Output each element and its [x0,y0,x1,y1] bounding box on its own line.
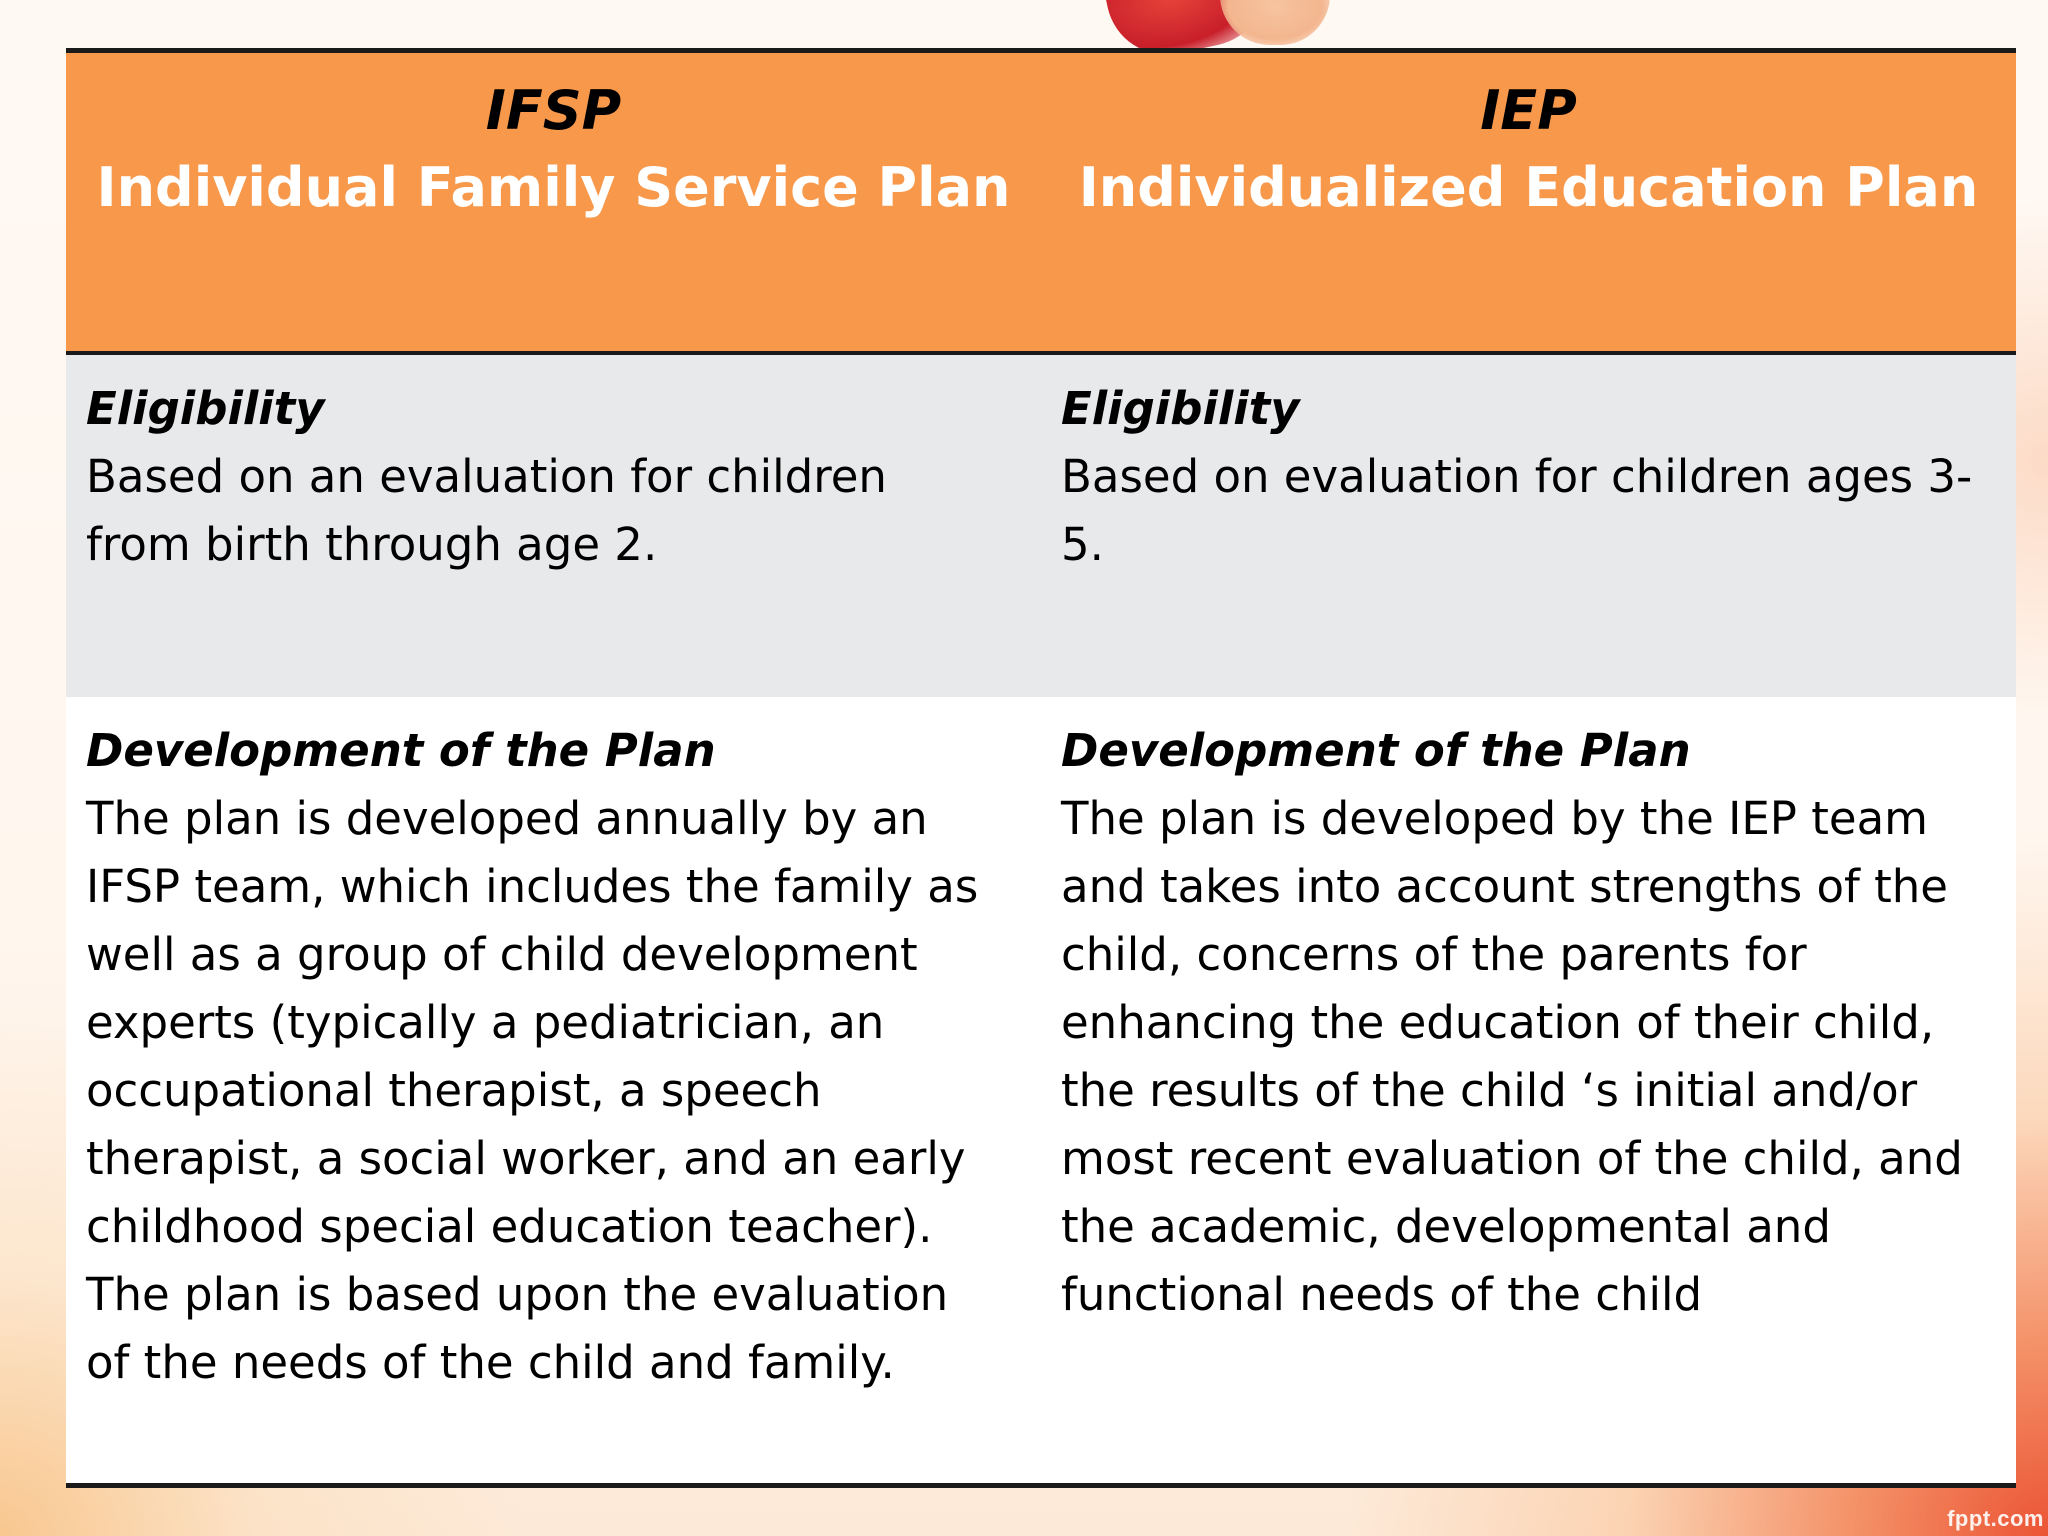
text-line: well as a group of child development [86,928,918,981]
iep-header-cell [1041,53,2016,353]
iep-eligibility-cell [1041,353,2016,697]
iep-eligibility-label: Eligibility [1061,382,1300,435]
text-line: most recent evaluation of the child, and [1061,1132,1963,1185]
text-line: The plan is developed annually by an [86,792,928,845]
header-row [66,53,2016,353]
text-line: the academic, developmental and [1061,1200,1831,1253]
text-line: functional needs of the child [1061,1268,1703,1321]
fppt-watermark: fppt.com [1947,1506,2044,1531]
iep-development-label: Development of the Plan [1061,724,1691,777]
text-line: experts (typically a pediatrician, an [86,996,885,1049]
text-line: occupational therapist, a speech [86,1064,822,1117]
text-line: from birth through age 2. [86,518,658,571]
text-line: childhood special education teacher). [86,1200,933,1253]
text-line: of the needs of the child and family. [86,1336,895,1389]
ifsp-iep-table [66,53,2016,1483]
text-line: Based on evaluation for children ages 3- [1061,450,1973,503]
text-line: therapist, a social worker, and an early [86,1132,966,1185]
eligibility-row [66,353,2016,697]
text-line: enhancing the education of their child, [1061,996,1935,1049]
ifsp-eligibility-text [86,443,1023,579]
text-line: The plan is based upon the evaluation [86,1268,949,1321]
comparison-table [66,48,2016,1488]
ifsp-eligibility-label: Eligibility [86,382,325,435]
ifsp-full-name: Individual Family Service Plan [96,156,1011,219]
ifsp-development-text [86,785,1023,1397]
text-line: child, concerns of the parents for [1061,928,1807,981]
ifsp-development-label: Development of the Plan [86,724,716,777]
text-line: Based on an evaluation for children [86,450,887,503]
iep-abbreviation: IEP [1480,79,1577,142]
iep-development-cell [1041,697,2016,1483]
iep-full-name: Individualized Education Plan [1078,156,1979,219]
text-line: The plan is developed by the IEP team [1061,792,1928,845]
ifsp-development-cell [66,697,1041,1483]
ifsp-eligibility-cell [66,353,1041,697]
iep-development-text [1061,785,1998,1329]
text-line: 5. [1061,518,1104,571]
text-line: the results of the child ‘s initial and/or [1061,1064,1918,1117]
iep-eligibility-text [1061,443,1998,579]
text-line: and takes into account strengths of the [1061,860,1948,913]
ifsp-header-cell [66,53,1041,353]
development-row [66,697,2016,1483]
ifsp-abbreviation: IFSP [485,79,622,142]
decorative-hand-shape [1220,0,1330,45]
text-line: IFSP team, which includes the family as [86,860,979,913]
